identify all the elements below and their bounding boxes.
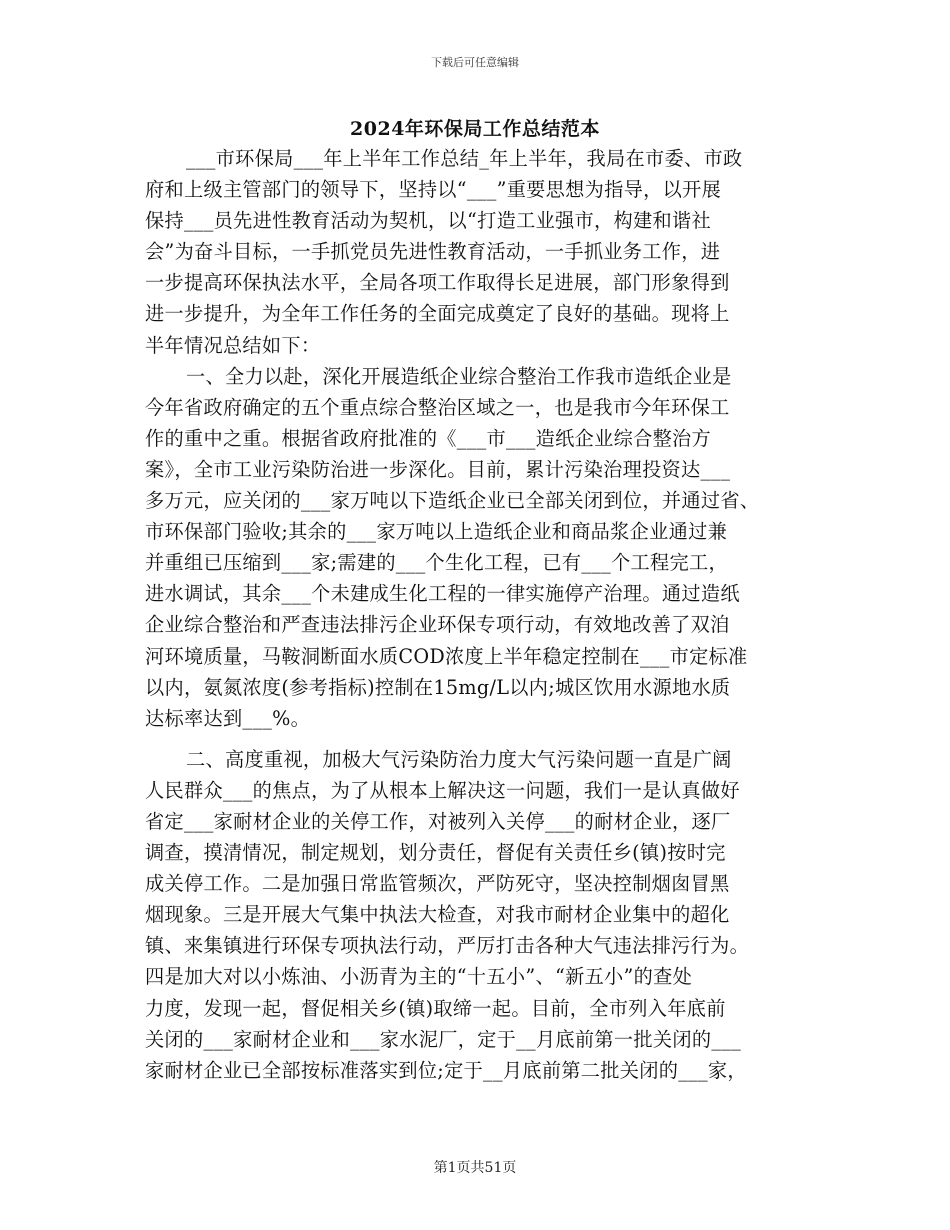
text-line: 四是加大对以小炼油、小沥青为主的“十五小”、“新五小”的查处 — [145, 965, 693, 989]
text-line: 企业综合整治和严查违法排污企业环保专项行动，有效地改善了双洎 — [145, 613, 730, 637]
text-line: 镇、来集镇进行环保专项执法行动，严厉打击各种大气违法排污行为。 — [145, 934, 750, 958]
text-line: 多万元，应关闭的___家万吨以下造纸企业已全部关闭到位，并通过省、 — [145, 489, 760, 513]
paragraph-air-pollution — [145, 744, 835, 1086]
text-line: 一步提高环保执法水平，全局各项工作取得长足进展，部门形象得到 — [145, 271, 730, 295]
document-body — [145, 143, 835, 1086]
text-line: 今年省政府确定的五个重点综合整治区域之一，也是我市今年环保工 — [145, 395, 730, 419]
text-line: 半年情况总结如下： — [145, 333, 321, 357]
text-line: 调查，摸清情况，制定规划，划分责任，督促有关责任乡(镇)按时完 — [145, 841, 726, 865]
text-line: ___市环保局___年上半年工作总结_年上半年，我局在市委、市政 — [186, 147, 743, 170]
text-line: 人民群众___的焦点，为了从根本上解决这一问题，我们一是认真做好 — [145, 778, 740, 802]
text-line: 市环保部门验收;其余的___家万吨以上造纸企业和商品浆企业通过兼 — [145, 520, 728, 544]
text-line: 以内，氨氮浓度(参考指标)控制在15mg/L以内;城区饮用水源地水质 — [145, 675, 731, 699]
text-line: 力度，发现一起，督促相关乡(镇)取缔一起。目前，全市列入年底前 — [145, 996, 726, 1020]
text-line: 并重组已压缩到___家;需建的___个生化工程，已有___个工程完工， — [145, 551, 728, 575]
text-line: 府和上级主管部门的领导下，坚持以“___”重要思想为指导，以开展 — [145, 178, 722, 202]
text-line: 河环境质量，马鞍洞断面水质COD浓度上半年稳定控制在___市定标准 — [145, 644, 748, 668]
text-line: 烟现象。三是开展大气集中执法大检查，对我市耐材企业集中的超化 — [145, 903, 730, 927]
text-line: 保持___员先进性教育活动为契机，以“打造工业强市，构建和谐社 — [145, 209, 711, 233]
text-line: 二、高度重视，加极大气污染防治力度大气污染问题一直是广阔 — [186, 747, 732, 771]
text-line: 进一步提升，为全年工作任务的全面完成奠定了良好的基础。现将上 — [145, 302, 730, 326]
paragraph-papermaking — [145, 361, 835, 734]
text-line: 家耐材企业已全部按标准落实到位;定于__月底前第二批关闭的___家， — [145, 1058, 747, 1082]
text-line: 一、全力以赴，深化开展造纸企业综合整治工作我市造纸企业是 — [186, 364, 732, 388]
document-title: 2024年环保局工作总结范本 — [350, 118, 600, 140]
text-line: 进水调试，其余___个未建成生化工程的一律实施停产治理。通过造纸 — [145, 582, 740, 606]
text-line: 达标率达到___%。 — [145, 706, 311, 730]
text-line: 关闭的___家耐材企业和___家水泥厂，定于__月底前第一批关闭的___ — [145, 1027, 742, 1051]
page-header-note: 下载后可任意编辑 — [431, 56, 519, 69]
text-line: 省定___家耐材企业的关停工作，对被列入关停___的耐材企业，逐厂 — [145, 809, 731, 833]
text-line: 作的重中之重。根据省政府批准的《___市___造纸企业综合整治方 — [145, 426, 712, 450]
text-line: 会”为奋斗目标，一手抓党员先进性教育活动，一手抓业务工作，进 — [145, 240, 721, 264]
paragraph-intro — [145, 143, 835, 361]
text-line: 案》，全市工业污染防治进一步深化。目前，累计污染治理投资达___ — [145, 457, 731, 481]
page-number-footer: 第1页共51页 — [433, 1160, 517, 1176]
text-line: 成关停工作。二是加强日常监管频次，严防死守，坚决控制烟囱冒黑 — [145, 872, 730, 896]
